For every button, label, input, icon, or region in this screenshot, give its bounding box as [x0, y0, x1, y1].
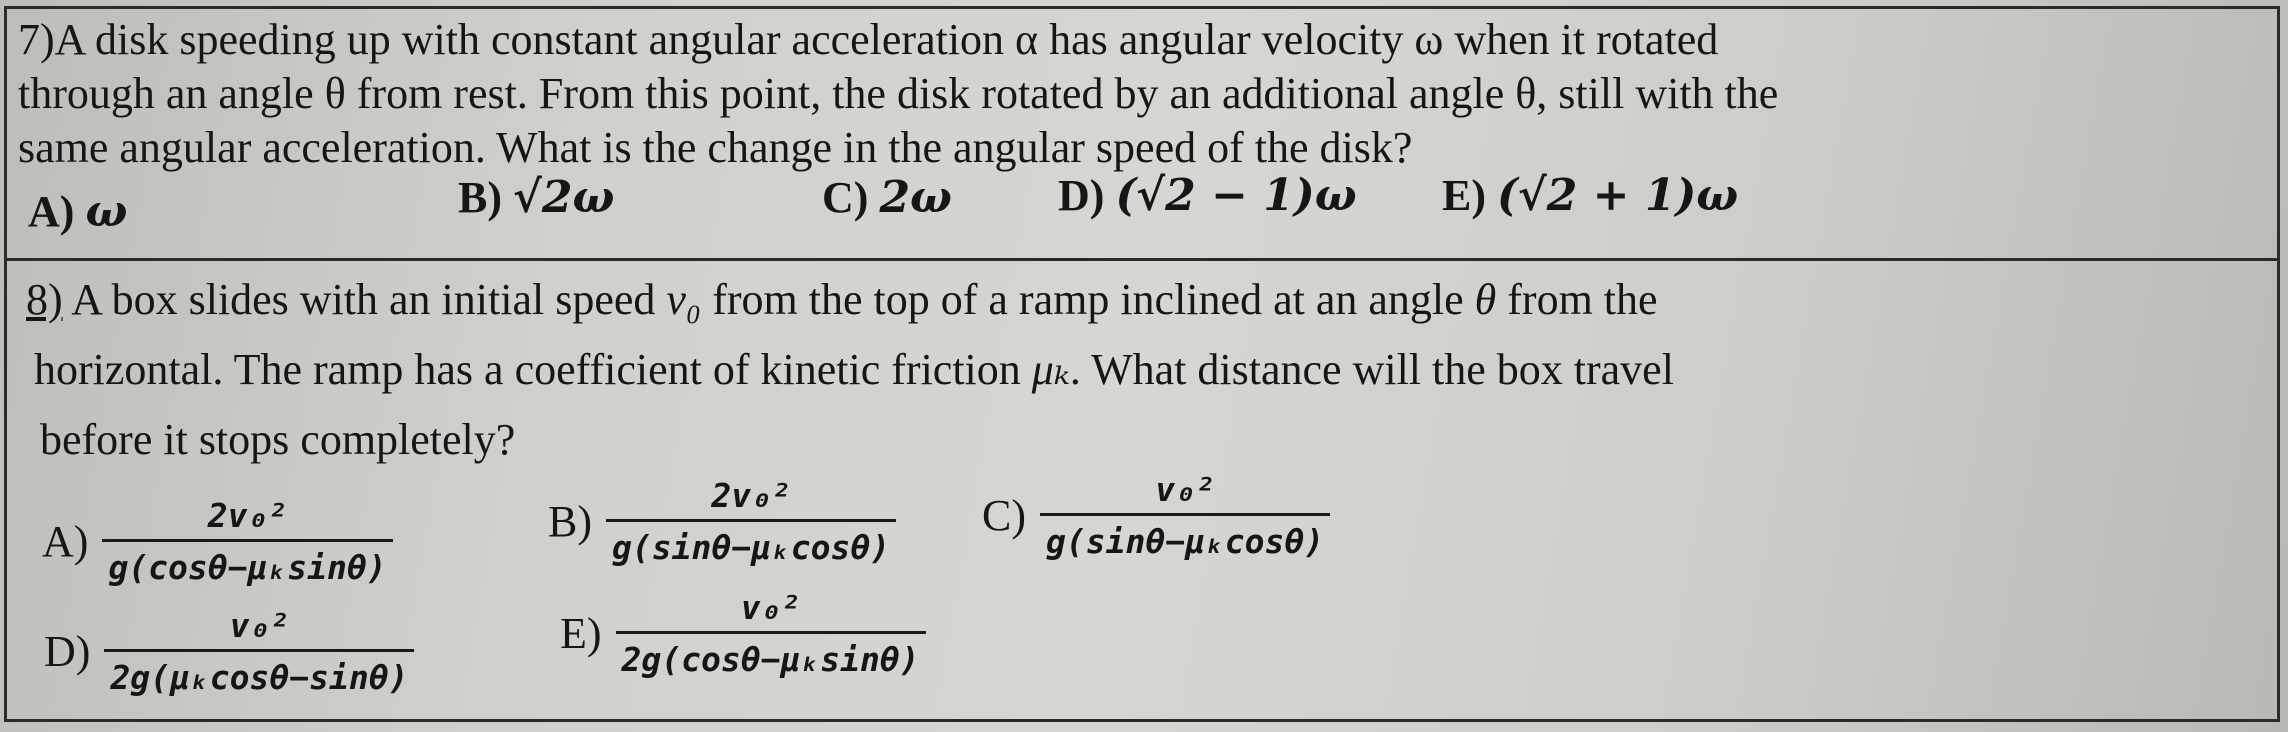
- q7-line-3: same angular acceleration. What is the change in the angular speed of the disk?: [18, 123, 1413, 172]
- q7-option-a[interactable]: A) ω: [28, 186, 128, 237]
- q7-line-2: through an angle θ from rest. From this point, the disk rotated by an additional angle θ, still with the: [18, 69, 1779, 118]
- q7-option-c[interactable]: C) 2ω: [822, 172, 952, 223]
- q8-option-b[interactable]: B) $\frac{\text{2v₀²}}{\text{g(sinθ−μₖcosθ)}}$: [548, 476, 896, 567]
- q7-line-1: 7)A disk speeding up with constant angular acceleration α has angular velocity ω when it rotated: [18, 15, 1719, 64]
- q7-option-d[interactable]: D) (√2 − 1)ω: [1058, 170, 1357, 221]
- q8-line-2: horizontal. The ramp has a coefficient of kinetic friction μₖ. What distance will the box travel: [34, 345, 1674, 394]
- q7-option-e[interactable]: E) (√2 + 1)ω: [1442, 170, 1739, 221]
- q8-option-a[interactable]: A) $\frac{\text{2v₀²}}{\text{g(cosθ−μₖsinθ)}}$: [42, 496, 393, 587]
- q8-option-c[interactable]: C) $\frac{\text{v₀²}}{\text{g(sinθ−μₖcosθ)}}$: [982, 470, 1330, 561]
- q8-option-d[interactable]: D) $\frac{\text{v₀²}}{\text{2g(μₖcosθ−sinθ)}}$: [44, 606, 414, 697]
- question-divider: [4, 258, 2280, 261]
- q8-line-3: before it stops completely?: [40, 415, 516, 464]
- q8-line-1: 8) A box slides with an initial speed v₀ from the top of a ramp inclined at an angle θ from the: [26, 275, 1658, 324]
- q8-option-e[interactable]: E) $\frac{\text{v₀²}}{\text{2g(cosθ−μₖsinθ)}}$: [560, 588, 926, 679]
- q7-option-b[interactable]: B) √2ω: [458, 172, 615, 223]
